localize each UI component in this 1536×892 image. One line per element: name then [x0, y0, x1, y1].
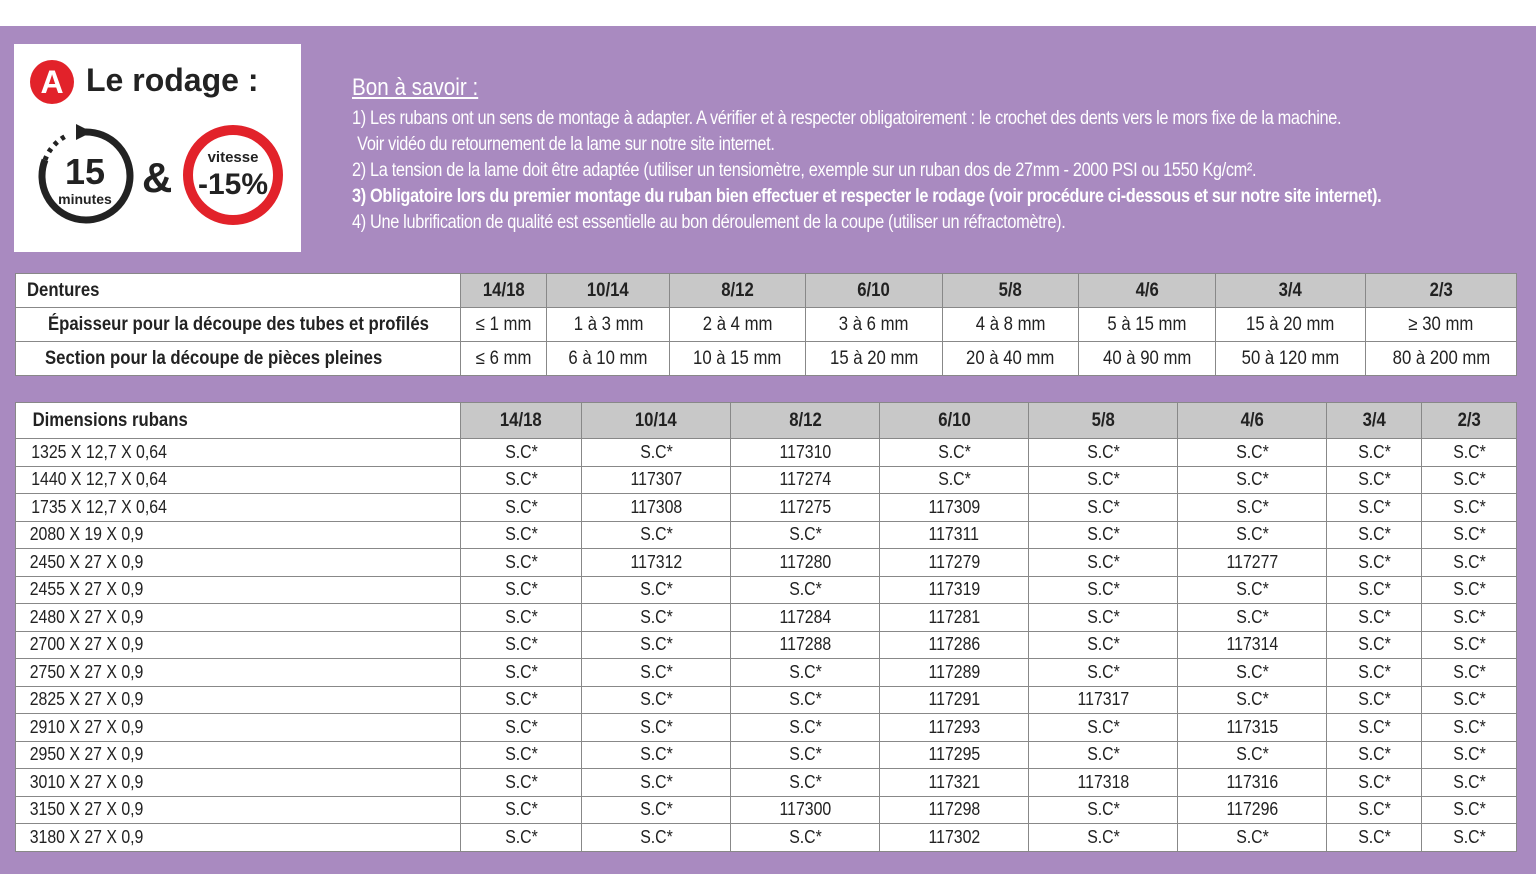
logo-title: Le rodage :: [86, 62, 259, 98]
table-cell: S.C*: [461, 631, 582, 659]
table-row: [16, 549, 1517, 577]
table-cell: ≥ 30 mm: [1366, 308, 1517, 342]
table-cell: 117312: [582, 549, 731, 577]
table-cell: 117309: [880, 494, 1029, 522]
table-cell: S.C*: [1327, 659, 1422, 687]
table-row: [16, 342, 1517, 376]
table-cell: S.C*: [1422, 604, 1517, 632]
table-cell: 117277: [1178, 549, 1327, 577]
table-cell: 6 à 10 mm: [547, 342, 669, 376]
table-cell: S.C*: [1422, 686, 1517, 714]
table-cell: S.C*: [582, 631, 731, 659]
table-cell: S.C*: [461, 686, 582, 714]
table-cell: S.C*: [731, 824, 880, 852]
table-cell: S.C*: [461, 714, 582, 742]
table-cell: S.C*: [1327, 796, 1422, 824]
table-cell: 80 à 200 mm: [1366, 342, 1517, 376]
info-line-4: 4) Une lubrification de qualité est essentielle au bon déroulement de la coupe (utiliser un réfractomètre).: [352, 212, 1066, 233]
table-row: [16, 576, 1517, 604]
table-cell: S.C*: [1178, 494, 1327, 522]
table-cell: S.C*: [1029, 494, 1178, 522]
header-label: Dimensions rubans: [16, 403, 461, 439]
table-cell: 20 à 40 mm: [942, 342, 1078, 376]
dimension-label: 1735 X 12,7 X 0,64: [16, 494, 461, 522]
dimension-label: 3180 X 27 X 0,9: [16, 824, 461, 852]
column-header: 4/6: [1079, 274, 1215, 308]
column-header: 10/14: [547, 274, 669, 308]
table-cell: S.C*: [1327, 769, 1422, 797]
table-row: [16, 714, 1517, 742]
speed-value: -15%: [197, 168, 269, 201]
table-cell: 117281: [880, 604, 1029, 632]
table-cell: S.C*: [1422, 631, 1517, 659]
column-header: 3/4: [1215, 274, 1366, 308]
table-cell: 117321: [880, 769, 1029, 797]
table-cell: S.C*: [461, 824, 582, 852]
table-cell: S.C*: [1178, 521, 1327, 549]
table-row: [16, 521, 1517, 549]
table-row: [16, 631, 1517, 659]
table-cell: S.C*: [582, 796, 731, 824]
table-cell: S.C*: [461, 796, 582, 824]
table-cell: 50 à 120 mm: [1215, 342, 1366, 376]
table-cell: S.C*: [1422, 796, 1517, 824]
table-cell: S.C*: [1422, 549, 1517, 577]
info-line-1: 1) Les rubans ont un sens de montage à adapter. A vérifier et à respecter obligatoirement : le crochet des dents vers le mors fixe de la machine.: [352, 108, 1342, 129]
dimension-label: 2950 X 27 X 0,9: [16, 741, 461, 769]
dimension-label: 2910 X 27 X 0,9: [16, 714, 461, 742]
speed-label: vitesse: [207, 149, 259, 166]
table-cell: S.C*: [1422, 466, 1517, 494]
table-cell: S.C*: [1422, 741, 1517, 769]
table-cell: S.C*: [731, 686, 880, 714]
table-cell: S.C*: [1327, 494, 1422, 522]
table-cell: S.C*: [1422, 659, 1517, 687]
table-cell: S.C*: [1029, 714, 1178, 742]
table-cell: S.C*: [731, 576, 880, 604]
table-cell: S.C*: [1029, 604, 1178, 632]
dimension-label: 3010 X 27 X 0,9: [16, 769, 461, 797]
table-cell: 117279: [880, 549, 1029, 577]
dimensions-body: [16, 439, 1517, 852]
table-cell: 117317: [1029, 686, 1178, 714]
table-cell: S.C*: [1327, 466, 1422, 494]
table-cell: S.C*: [1178, 576, 1327, 604]
table-cell: S.C*: [1422, 714, 1517, 742]
table-cell: ≤ 6 mm: [461, 342, 547, 376]
table-cell: S.C*: [1029, 549, 1178, 577]
table-cell: 4 à 8 mm: [942, 308, 1078, 342]
table-cell: S.C*: [1178, 439, 1327, 467]
table-cell: S.C*: [1327, 549, 1422, 577]
table-row: [16, 659, 1517, 687]
rodage-logo: [14, 44, 301, 252]
info-line-3: 3) Obligatoire lors du premier montage du ruban bien effectuer et respecter le rodage (voir procédure ci-dessous et sur notre site internet).: [352, 186, 1382, 207]
table-cell: 117293: [880, 714, 1029, 742]
clock-number: 15: [64, 151, 106, 192]
table-cell: 117302: [880, 824, 1029, 852]
table-cell: S.C*: [1327, 824, 1422, 852]
table-cell: 117274: [731, 466, 880, 494]
dimension-label: 2480 X 27 X 0,9: [16, 604, 461, 632]
table-cell: S.C*: [461, 604, 582, 632]
column-header: 14/18: [461, 274, 547, 308]
table-cell: S.C*: [1029, 824, 1178, 852]
column-header: 2/3: [1366, 274, 1517, 308]
table-cell: S.C*: [1178, 659, 1327, 687]
table-row: [16, 439, 1517, 467]
clock-icon: [36, 120, 134, 230]
table-cell: S.C*: [1327, 714, 1422, 742]
table-cell: S.C*: [1327, 631, 1422, 659]
column-header: 6/10: [880, 403, 1029, 439]
table-cell: S.C*: [582, 769, 731, 797]
table-cell: S.C*: [1178, 824, 1327, 852]
table-cell: S.C*: [1327, 439, 1422, 467]
ampersand: &: [142, 154, 173, 201]
table-cell: 15 à 20 mm: [1215, 308, 1366, 342]
column-header: 10/14: [582, 403, 731, 439]
table-cell: S.C*: [1422, 824, 1517, 852]
table-cell: S.C*: [880, 466, 1029, 494]
clock-unit: minutes: [58, 191, 112, 207]
table-row: [16, 308, 1517, 342]
table-cell: S.C*: [1327, 604, 1422, 632]
table-cell: 117288: [731, 631, 880, 659]
dimension-label: 2450 X 27 X 0,9: [16, 549, 461, 577]
table-cell: S.C*: [582, 576, 731, 604]
table-cell: S.C*: [1422, 576, 1517, 604]
table-cell: 117291: [880, 686, 1029, 714]
dimensions-table: [15, 402, 1517, 852]
dimension-label: 2455 X 27 X 0,9: [16, 576, 461, 604]
table-cell: S.C*: [461, 494, 582, 522]
dimension-label: 1325 X 12,7 X 0,64: [16, 439, 461, 467]
table-cell: ≤ 1 mm: [461, 308, 547, 342]
table-cell: S.C*: [461, 659, 582, 687]
table-cell: 117307: [582, 466, 731, 494]
table-cell: 40 à 90 mm: [1079, 342, 1215, 376]
table-cell: 1 à 3 mm: [547, 308, 669, 342]
table-cell: S.C*: [731, 714, 880, 742]
table-cell: S.C*: [731, 741, 880, 769]
table-cell: S.C*: [1422, 769, 1517, 797]
table-cell: S.C*: [1029, 796, 1178, 824]
table-cell: S.C*: [1422, 439, 1517, 467]
table-cell: S.C*: [461, 769, 582, 797]
table-cell: S.C*: [1029, 439, 1178, 467]
column-header: 6/10: [806, 274, 942, 308]
column-header: 3/4: [1327, 403, 1422, 439]
table-cell: S.C*: [1029, 466, 1178, 494]
column-header: 5/8: [942, 274, 1078, 308]
table-row: [16, 494, 1517, 522]
column-header: 14/18: [461, 403, 582, 439]
table-cell: S.C*: [1327, 741, 1422, 769]
info-line-1b: Voir vidéo du retournement de la lame sur notre site internet.: [357, 134, 775, 155]
column-header: 8/12: [731, 403, 880, 439]
table-cell: S.C*: [1029, 576, 1178, 604]
table-header-row: [16, 274, 1517, 308]
table-cell: S.C*: [582, 714, 731, 742]
header-label: Dentures: [16, 274, 461, 308]
table-cell: 117300: [731, 796, 880, 824]
table-row: [16, 824, 1517, 852]
table-cell: S.C*: [582, 824, 731, 852]
table-cell: S.C*: [1029, 631, 1178, 659]
table-cell: 117298: [880, 796, 1029, 824]
table-cell: 117295: [880, 741, 1029, 769]
table-cell: S.C*: [582, 741, 731, 769]
table-cell: 117316: [1178, 769, 1327, 797]
table-cell: 117315: [1178, 714, 1327, 742]
column-header: 4/6: [1178, 403, 1327, 439]
table-cell: S.C*: [461, 521, 582, 549]
dimension-label: 1440 X 12,7 X 0,64: [16, 466, 461, 494]
table-cell: S.C*: [461, 439, 582, 467]
table-cell: 117289: [880, 659, 1029, 687]
table-cell: S.C*: [1178, 686, 1327, 714]
table-cell: S.C*: [1029, 659, 1178, 687]
badge-a-icon: A: [30, 60, 74, 104]
dimension-label: 3150 X 27 X 0,9: [16, 796, 461, 824]
table-cell: S.C*: [1178, 466, 1327, 494]
table-cell: S.C*: [582, 686, 731, 714]
dimension-label: 2750 X 27 X 0,9: [16, 659, 461, 687]
table-cell: S.C*: [461, 466, 582, 494]
table-cell: S.C*: [1029, 741, 1178, 769]
table-row: [16, 466, 1517, 494]
dimension-label: 2080 X 19 X 0,9: [16, 521, 461, 549]
table-cell: 117311: [880, 521, 1029, 549]
table-row: [16, 769, 1517, 797]
table-cell: 117275: [731, 494, 880, 522]
table-header-row: [16, 403, 1517, 439]
table-cell: S.C*: [1422, 494, 1517, 522]
table-row: [16, 741, 1517, 769]
table-cell: S.C*: [461, 549, 582, 577]
table-cell: 2 à 4 mm: [669, 308, 805, 342]
table-cell: 10 à 15 mm: [669, 342, 805, 376]
row-label: Épaisseur pour la découpe des tubes et profilés: [16, 308, 461, 342]
dimension-label: 2825 X 27 X 0,9: [16, 686, 461, 714]
column-header: 8/12: [669, 274, 805, 308]
table-row: [16, 686, 1517, 714]
table-row: [16, 604, 1517, 632]
table-cell: S.C*: [461, 576, 582, 604]
table-cell: 117286: [880, 631, 1029, 659]
table-cell: S.C*: [1029, 521, 1178, 549]
info-line-2: 2) La tension de la lame doit être adaptée (utiliser un tensiomètre, exemple sur un ruban dos de 27mm - 2000 PSI ou 1550 Kg/cm².: [352, 160, 1257, 181]
table-cell: 117310: [731, 439, 880, 467]
table-cell: 117280: [731, 549, 880, 577]
table-cell: 117318: [1029, 769, 1178, 797]
column-header: 5/8: [1029, 403, 1178, 439]
table-cell: S.C*: [731, 521, 880, 549]
table-cell: 5 à 15 mm: [1079, 308, 1215, 342]
table-cell: 117296: [1178, 796, 1327, 824]
table-cell: S.C*: [1178, 604, 1327, 632]
column-header: 2/3: [1422, 403, 1517, 439]
table-cell: 117284: [731, 604, 880, 632]
table-cell: S.C*: [461, 741, 582, 769]
table-row: [16, 796, 1517, 824]
table-cell: S.C*: [1327, 521, 1422, 549]
table-cell: 117319: [880, 576, 1029, 604]
table-cell: S.C*: [880, 439, 1029, 467]
table-cell: S.C*: [582, 521, 731, 549]
table-cell: 117314: [1178, 631, 1327, 659]
table-cell: S.C*: [731, 659, 880, 687]
table-cell: S.C*: [1327, 686, 1422, 714]
row-label: Section pour la découpe de pièces pleines: [16, 342, 461, 376]
dimension-label: 2700 X 27 X 0,9: [16, 631, 461, 659]
table-cell: S.C*: [1422, 521, 1517, 549]
dentures-table: [15, 273, 1517, 376]
table-cell: S.C*: [582, 439, 731, 467]
table-cell: 117308: [582, 494, 731, 522]
table-cell: S.C*: [582, 604, 731, 632]
table-cell: S.C*: [1178, 741, 1327, 769]
table-cell: 3 à 6 mm: [806, 308, 942, 342]
speed-limit-icon: [182, 124, 284, 226]
info-heading: Bon à savoir :: [352, 74, 479, 101]
table-cell: S.C*: [582, 659, 731, 687]
table-cell: 15 à 20 mm: [806, 342, 942, 376]
table-cell: S.C*: [731, 769, 880, 797]
info-block: [352, 74, 1522, 236]
table-cell: S.C*: [1327, 576, 1422, 604]
